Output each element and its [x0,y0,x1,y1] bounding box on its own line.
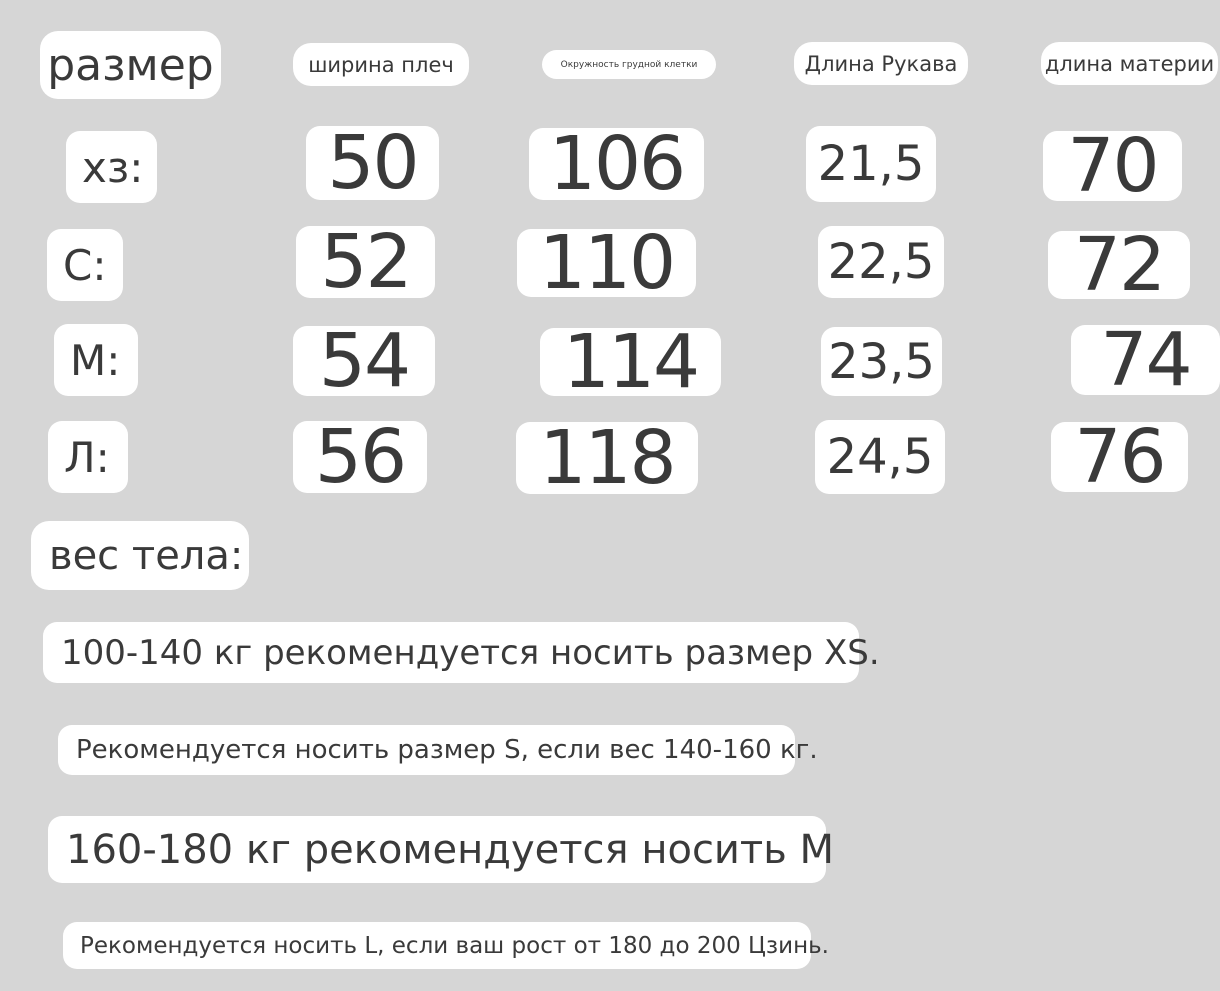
sleeve-s: 22,5 [818,226,944,298]
weight-note-xs: 100-140 кг рекомендуется носить размер XS. [43,622,859,683]
size-label-m: М: [54,324,138,396]
chest-s: 110 [517,229,696,297]
shoulder-l: 56 [293,421,427,493]
shoulder-s: 52 [296,226,435,298]
sleeve-m: 23,5 [821,327,942,396]
sleeve-length-header: Длина Рукава [794,42,968,85]
chest-circumference-header: Окружность грудной клетки [542,50,716,79]
shoulder-m: 54 [293,326,435,396]
chest-xs: 106 [529,128,704,200]
size-label-xs: хз: [66,131,157,203]
size-header: размер [40,31,221,99]
sleeve-xs: 21,5 [806,126,936,202]
length-xs: 70 [1043,131,1182,201]
length-l: 76 [1051,422,1188,492]
chest-l: 118 [516,422,698,494]
weight-note-s: Рекомендуется носить размер S, если вес 140-160 кг. [58,725,795,775]
size-label-s: С: [47,229,123,301]
garment-length-header: длина материи [1041,42,1218,85]
chest-m: 114 [540,328,721,396]
sleeve-l: 24,5 [815,420,945,494]
shoulder-xs: 50 [306,126,439,200]
weight-note-m: 160-180 кг рекомендуется носить M [48,816,826,883]
weight-note-l: Рекомендуется носить L, если ваш рост от 180 до 200 Цзинь. [63,922,811,969]
length-m: 74 [1071,325,1220,395]
size-label-l: Л: [48,421,128,493]
length-s: 72 [1048,231,1190,299]
shoulder-width-header: ширина плеч [293,43,469,86]
body-weight-title: вес тела: [31,521,249,590]
